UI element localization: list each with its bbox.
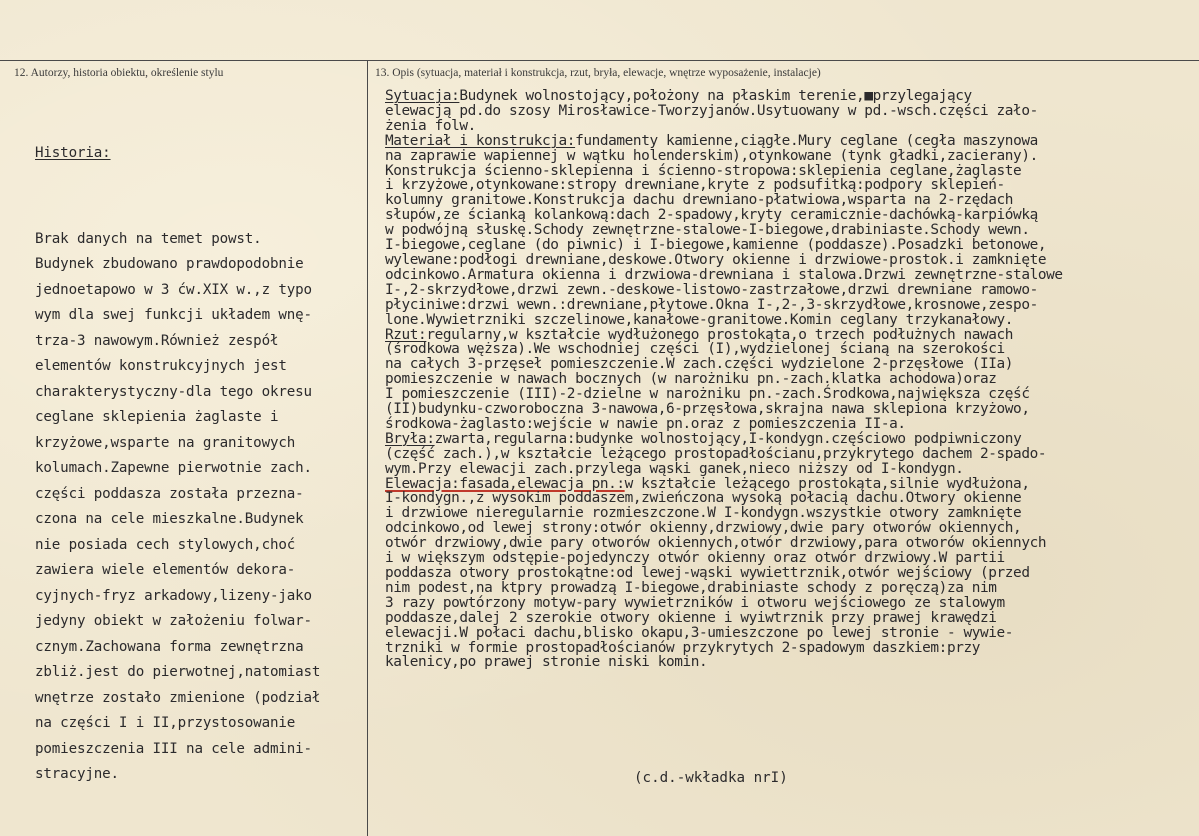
description-line: kolumny granitowe.Konstrukcja dachu drewniano-płatwiowa,wsparta na 2-rzędach [385, 192, 1014, 209]
description-line: płyciniwe:drzwi wewn.:drewniane,płytowe.Okna I-,2-,3-skrzydłowe,krosnowe,zespo- [385, 296, 1038, 313]
history-line: charakterystyczny-dla tego okresu [35, 383, 312, 400]
description-line: (część zach.),w kształcie leżącego prostopadłościanu,przykrytego dachem 2-spado- [385, 445, 1047, 462]
section-text: Budynek wolnostojący,położony na płaskim terenie,■przylegający [459, 88, 972, 104]
description-line: na całych 3-przęseł pomieszczenie.W zach.części wydzielone 2-przęsłowe (IIa) [385, 356, 1014, 373]
description-line: Konstrukcja ścienno-sklepienna i ścienno-stropowa:sklepienia ceglane,żaglaste [385, 162, 1022, 179]
description-line: wym.Przy elewacji zach.przylega wąski ganek,nieco niższy od I-kondygn. [385, 460, 964, 477]
history-line: pomieszczenia III na cele admini- [35, 740, 312, 757]
section-label: Materiał i konstrukcja: [385, 132, 576, 149]
description-line: w podwójną słuskę.Schody zewnętrzne-stalowe-I-biegowe,drabiniaste.Schody wewn. [385, 222, 1030, 239]
section-first-line [385, 134, 1063, 149]
history-line: nie posiada cech stylowych,choć [35, 536, 296, 553]
history-line: wym dla swej funkcji układem wnę- [35, 307, 312, 323]
history-line: trza-3 nawowym.Również zespół [35, 332, 279, 349]
description-line: I-kondygn.,z wysokim poddaszem,zwieńczona wysoką połacią dachu.Otwory okienne [385, 490, 1022, 507]
description-line: trzniki w formie prostopadłościanów przykrytych 2-spadowym daszkiem:przy [385, 639, 981, 656]
description-line: poddasze,dalej 2 szerokie otwory okienne i wyiwtrznik przy prawej krawędzi [385, 609, 997, 626]
history-line: elementów konstrukcyjnych jest [35, 358, 287, 374]
history-line: zawiera wiele elementów dekora- [35, 562, 296, 578]
section-first-line [385, 432, 1063, 447]
description-line: I-,2-skrzydłowe,drzwi zewn.-deskowe-listowo-zastrzałowe,drzwi drewniane ramowo- [385, 281, 1038, 298]
section-first-line [385, 89, 1063, 104]
history-line: na części I i II,przystosowanie [35, 715, 296, 731]
history-line: krzyżowe,wsparte na granitowych [35, 434, 296, 451]
field-12-header: 12. Autorzy, historia obiektu, określenie stylu [14, 67, 224, 79]
section-text: zwarta,regularna:budynke wolnostojący,I-kondygn.częściowo podpiwniczony [434, 430, 1022, 447]
field-13-header: 13. Opis (sytuacja, materiał i konstrukcja, rzut, bryła, elewacje, wnętrze wyposażenie, instalacje) [375, 67, 821, 79]
history-line: wnętrze zostało zmienione (podział [35, 689, 321, 706]
section-label: Sytuacja: [385, 88, 460, 104]
history-line: cznym.Zachowana forma zewnętrzna [35, 638, 304, 655]
history-line: ceglane sklepienia żaglaste i [35, 409, 279, 425]
form-top-rule [0, 60, 1199, 61]
description-line: wylewane:podłogi drewniane,deskowe.Otwory okienne i drzwiowe-prostok.i zamknięte [385, 251, 1047, 268]
description-line: słupów,ze ścianką kolankową:dach 2-spadowy,kryty ceramicznie-dachówką-karpiówką [385, 207, 1038, 224]
description-line: I-biegowe,ceglane (do piwnic) i I-biegowe,kamienne (poddasze).Posadzki betonowe, [385, 237, 1047, 254]
history-line: zbliż.jest do pierwotnej,natomiast [35, 664, 321, 680]
history-line: Budynek zbudowano prawdopodobnie [35, 256, 304, 272]
column-divider [367, 60, 368, 836]
description-line: i w większym odstępie-pojedynczy otwór okienny oraz otwór drzwiowy.W partii [385, 550, 1005, 567]
description-line: elewacji.W połaci dachu,blisko okapu,3-umieszczone po lewej stronie - wywie- [385, 624, 1014, 641]
description-line: środkowa-żaglasto:wejście w nawie pn.oraz z pomieszczenia II-a. [385, 415, 906, 432]
section-text: w kształcie leżącego prostokąta,silnie wydłużona, [624, 475, 1030, 492]
description-line: żenia folw. [385, 117, 476, 134]
history-line: Brak danych na temet powst. [35, 230, 262, 247]
description-line: lone.Wywietrzniki szczelinowe,kanałowe-granitowe.Komin ceglany trzykanałowy. [385, 311, 1014, 328]
description-line: otwór drzwiowy,dwie pary otworów okiennych,otwór drzwiowy,para otworów okiennych [385, 535, 1047, 552]
description-line: na zaprawie wapiennej w wątku holenderskim),otynkowane (tynk gładki,zacierany). [385, 147, 1038, 164]
section-label: Rzut: [385, 326, 427, 343]
description-line: pomieszczenie w nawach bocznych (w narożniku pn.-zach.klatka achodowa)oraz [385, 371, 997, 388]
description-line: i krzyżowe,otynkowane:stropy drewniane,kryte z podsufitką:podpory sklepień- [385, 177, 1005, 194]
section-text: fundamenty kamienne,ciągłe.Mury ceglane (cegła maszynowa [575, 132, 1038, 149]
history-line: części poddasza została przezna- [35, 485, 304, 502]
history-line: czona na cele mieszkalne.Budynek [35, 511, 304, 527]
description-line: (środkowa węższa).We wschodniej części (I),wydzielonej ścianą na szerokości [385, 341, 1005, 358]
history-line: jedyny obiekt w założeniu folwar- [35, 613, 312, 629]
description-line: odcinkowo,od lewej strony:otwór okienny,drzwiowy,dwie pary otworów okiennych, [385, 520, 1022, 537]
description-line: i drzwiowe nieregularnie rozmieszczone.W I-kondygn.wszystkie otwory zamknięte [385, 505, 1022, 522]
description-line: poddasza otwory prostokątne:od lewej-wąski wywiettrznik,otwór wejściowy (przed [385, 565, 1030, 581]
description-line: kalenicy,po prawej stronie niski komin. [385, 654, 708, 671]
section-first-line [385, 328, 1063, 343]
description-line: I pomieszczenie (III)-2-dzielne w narożniku pn.-zach.Środkowa,największa część [385, 386, 1030, 403]
section-text: regularny,w kształcie wydłużonego prostokąta,o trzech podłużnych nawach [426, 326, 1014, 343]
history-line: kolumach.Zapewne pierwotnie zach. [35, 460, 312, 476]
history-column [35, 90, 320, 813]
description-line: (II)budynku-czworoboczna 3-nawowa,6-przęsłowa,skrajna nawa sklepiona krzyżowo, [385, 401, 1030, 418]
description-line: odcinkowo.Armatura okienna i drzwiowa-drewniana i stalowa.Drzwi zewnętrzne-stalowe [385, 266, 1063, 283]
continuation-note: (c.d.-wkładka nrI) [634, 770, 788, 786]
section-first-line [385, 477, 1063, 492]
description-column [385, 89, 1063, 670]
section-label: Elewacja:fasada,elewacja pn.: [385, 475, 625, 492]
section-label: Bryła: [385, 430, 435, 447]
history-line: cyjnych-fryz arkadowy,lizeny-jako [35, 587, 312, 604]
description-line: elewacją pd.do szosy Mirosławice-Tworzyjanów.Usytuowany w pd.-wsch.części zało- [385, 102, 1038, 119]
description-line: nim podest,na ktpry prowadzą I-biegowe,drabiniaste schody z poręczą)za nim [385, 579, 997, 596]
history-line: stracyjne. [35, 766, 119, 782]
history-title: Historia: [35, 145, 111, 161]
history-line: jednoetapowo w 3 ćw.XIX w.,z typo [35, 281, 312, 298]
description-line: 3 razy powtórzony motyw-pary wywietrzników i otworu wejściowego ze stalowym [385, 594, 1005, 611]
history-text [35, 227, 320, 788]
